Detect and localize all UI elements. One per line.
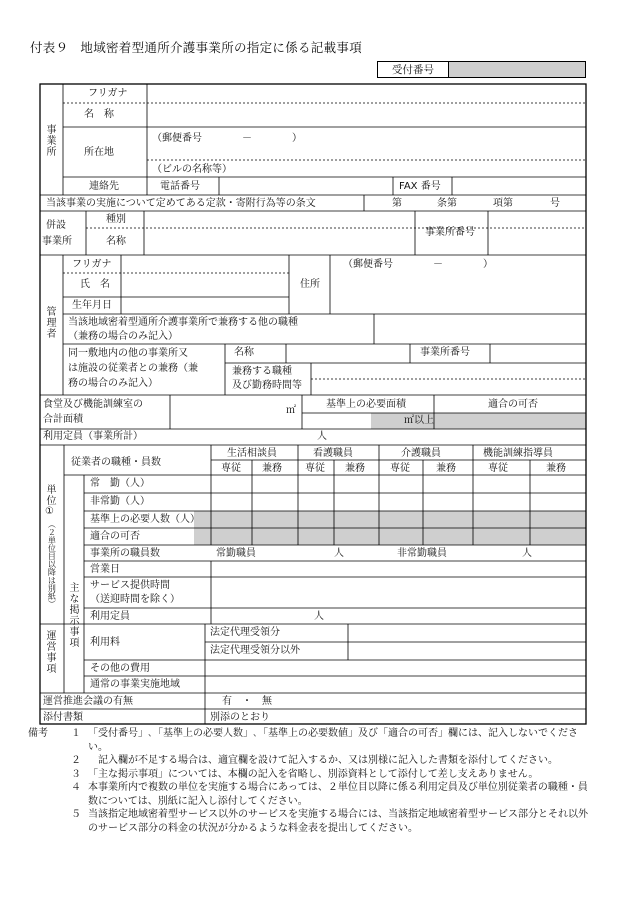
unit1-business-day-label: 営業日: [90, 564, 120, 575]
dining-required-label: 基準上の必要面積: [326, 399, 406, 410]
unit1-ken-1: 兼務: [345, 463, 365, 474]
manager-other-duty-2: （兼務の場合のみ記入）: [68, 331, 178, 342]
unit1-service-2: （送迎時間を除く）: [90, 594, 180, 605]
meeting-value: 有 ・ 無: [222, 696, 272, 707]
manager-same-site-1: 同一敷地内の他の事業所又: [68, 348, 188, 359]
articles-dai: 第: [392, 198, 402, 209]
shaded-ok-row: [194, 528, 586, 545]
attach-label: 添付書類: [43, 712, 83, 723]
manager-role-2: 及び勤務時間等: [232, 380, 302, 391]
unit1-ken-3: 兼務: [546, 463, 566, 474]
note-3-num: ３: [71, 768, 81, 780]
capacity-label: 利用定員（事業所計）: [43, 431, 143, 442]
unit1-parttime-unit: 人: [522, 548, 532, 559]
note-1-num: １: [71, 728, 81, 739]
dining-min-label: ㎡以上: [404, 415, 434, 426]
note-1: [28, 727, 593, 754]
unit1-capacity-label: 利用定員: [90, 611, 130, 622]
unit1-capacity-unit: 人: [314, 611, 324, 622]
title-text: 地域密着型通所介護事業所の指定に係る記載事項: [80, 40, 363, 55]
manager-site-no-label: 事業所番号: [420, 347, 470, 358]
note-2-num: ２: [71, 755, 81, 766]
combined-label-b: 事業所: [42, 236, 72, 247]
unit1-ken-2: 兼務: [436, 463, 456, 474]
shaded-required-staff-row: [194, 511, 586, 528]
ops-fee-label: 利用料: [90, 637, 120, 648]
note-4: [28, 781, 593, 808]
unit1-row-parttime: 非常勤（人）: [90, 496, 150, 507]
unit1-sen-3: 専従: [488, 463, 508, 474]
manager-same-site-2: は施設の従業者との兼務（兼: [68, 363, 198, 374]
unit1-section-note: （２単位目以降は別紙）: [47, 520, 57, 608]
shaded-area-ok: [434, 413, 586, 429]
capacity-unit: 人: [317, 431, 327, 442]
receipt-label: 受付番号: [378, 62, 449, 77]
unit1-staff-count-label: 事業所の職員数: [90, 548, 160, 559]
note-3: [28, 768, 593, 782]
ops-other-label: その他の費用: [90, 663, 150, 674]
office-name-label: 名 称: [84, 109, 114, 120]
unit1-sen-2: 専従: [390, 463, 410, 474]
shaded-cells: [194, 413, 586, 545]
dining-ok-label: 適合の可否: [488, 399, 538, 410]
note-1-text: 「受付番号」､「基準上の必要人数」､「基準上の必要数値」及び「適合の可否」欄には、記入しないでください。: [88, 728, 578, 753]
unit1-section-label: 単位①: [44, 484, 55, 518]
unit1-role-3: 機能訓練指導員: [483, 448, 553, 459]
unit1-fulltime-unit: 人: [334, 548, 344, 559]
unit1-main-label: 主な掲示事項: [67, 582, 78, 648]
articles-label: 当該事業の実施について定めてある定款・寄附行為等の条文: [46, 198, 316, 209]
office-postal: （郵便番号 － ）: [152, 133, 302, 144]
combined-name-label: 名称: [106, 236, 126, 247]
unit1-role-2: 介護職員: [401, 448, 441, 459]
office-building: （ビルの名称等）: [152, 164, 232, 175]
unit1-ken-0: 兼務: [262, 463, 282, 474]
unit1-parttime-label: 非常勤職員: [397, 548, 447, 559]
unit1-role-1: 看護職員: [313, 448, 353, 459]
manager-postal: （郵便番号 － ）: [343, 259, 493, 270]
dining-label-2: 合計面積: [43, 414, 83, 425]
note-5: [28, 808, 593, 835]
note-4-num: ４: [71, 782, 81, 793]
articles-ko: 項第: [493, 198, 513, 209]
office-contact-label: 連絡先: [89, 181, 119, 192]
manager-same-site-3: 務の場合のみ記入）: [68, 378, 158, 389]
unit1-row-fulltime: 常 勤（人）: [90, 478, 150, 489]
unit1-sen-1: 専従: [305, 463, 325, 474]
combined-type-label: 種別: [106, 214, 126, 225]
unit1-service-1: サービス提供時間: [90, 580, 170, 591]
title-number: 付表９: [30, 40, 69, 55]
ops-section-label: 運営事項: [44, 630, 55, 674]
dining-label-1: 食堂及び機能訓練室の: [43, 399, 143, 410]
combined-office-no-label: 事業所番号: [425, 227, 475, 238]
combined-label-a: 併設: [46, 220, 66, 231]
unit1-row-ok: 適合の可否: [90, 531, 140, 542]
articles-go: 号: [550, 198, 560, 209]
manager-site-name-label: 名称: [234, 347, 254, 358]
manager-other-duty-1: 当該地域密着型通所介護事業所で兼務する他の職種: [68, 317, 298, 328]
manager-section-label: 管理者: [44, 306, 55, 339]
note-5-text: 当該指定地域密着型サービス以外のサービスを実施する場合には、当該指定地域密着型サービス部分とそれ以外のサービス部分の料金の状況が分かるような料金表を提出してください。: [88, 809, 588, 834]
office-section-label: 事業所: [44, 124, 55, 157]
manager-dob-label: 生年月日: [72, 300, 112, 311]
unit1-sen-0: 専従: [221, 463, 241, 474]
manager-name-label: 氏 名: [80, 279, 110, 290]
ops-non-legal-label: 法定代理受領分以外: [210, 645, 300, 656]
ops-legal-label: 法定代理受領分: [210, 627, 280, 638]
office-fax-label: FAX 番号: [399, 181, 441, 192]
meeting-label: 運営推進会議の有無: [43, 696, 133, 707]
unit1-role-0: 生活相談員: [227, 448, 277, 459]
manager-address-label: 住所: [300, 279, 320, 290]
note-3-text: 「主な掲示事項」については、本欄の記入を省略し、別添資料として添付して差し支えありません。: [88, 768, 539, 780]
unit1-staff-header: 従業者の職種・員数: [71, 457, 161, 468]
note-5-num: ５: [71, 809, 81, 820]
notes-header: 備考: [28, 728, 48, 739]
manager-role-1: 兼務する職種: [232, 366, 292, 377]
ops-area-label: 通常の事業実施地域: [90, 679, 180, 690]
note-2: [28, 754, 593, 768]
note-2-text: 記入欄が不足する場合は、適宜欄を設けて記入するか、又は別様に記入した書類を添付してください。: [88, 755, 558, 766]
dining-unit: ㎡: [286, 405, 296, 416]
unit1-row-required: 基準上の必要人数（人）: [90, 514, 200, 525]
articles-jo: 条第: [437, 198, 457, 209]
unit1-fulltime-label: 常勤職員: [216, 548, 256, 559]
note-4-text: 本事業所内で複数の単位を実施する場合にあっては、２単位目以降に係る利用定員及び単位別従業者の職種・員数については、別紙に記入し添付してください。: [88, 782, 588, 807]
manager-furigana-label: フリガナ: [72, 259, 112, 270]
office-phone-label: 電話番号: [160, 181, 200, 192]
notes: [28, 727, 593, 835]
office-furigana-label: フリガナ: [88, 88, 128, 99]
office-address-label: 所在地: [84, 147, 114, 158]
attach-value: 別添のとおり: [210, 712, 270, 723]
